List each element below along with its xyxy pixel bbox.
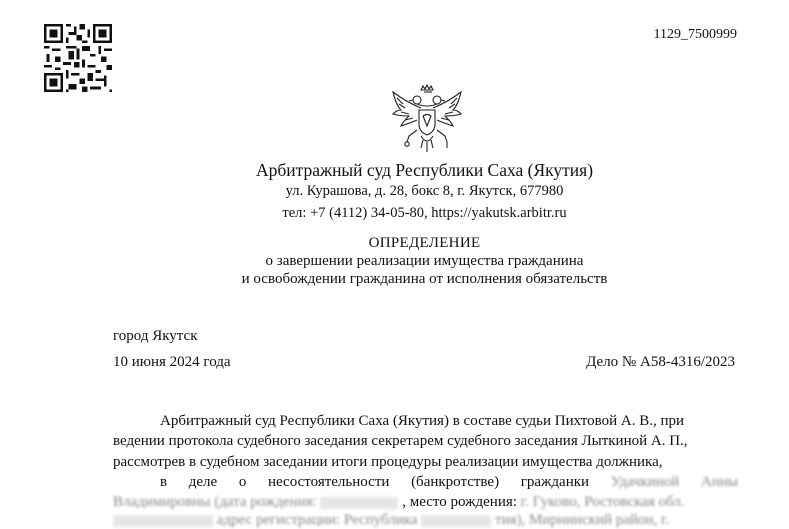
redacted-patronymic: Владимировны (дата рождения: — [113, 494, 317, 510]
redacted-birthplace: г. Гуково, Ростовская обл. — [520, 494, 685, 510]
word: (банкротстве) — [411, 474, 500, 490]
redaction-box — [320, 497, 398, 509]
word: о — [238, 474, 247, 490]
court-contacts: тел: +7 (4112) 34-05-80, https://yakutsk.arbitr.ru — [282, 205, 567, 221]
body-paragraph-line — [113, 494, 685, 511]
city: город Якутск — [113, 328, 198, 344]
redacted-name: Анны — [700, 474, 738, 490]
document-title: ОПРЕДЕЛЕНИЕ — [368, 235, 481, 251]
document-subtitle-line2: и освобождении гражданина от исполнения обязательств — [241, 271, 608, 287]
text-fragment: , место рождения: — [402, 494, 517, 510]
body-paragraph-line: рассмотрев в судебном заседании итоги процедуры реализации имущества должника, — [113, 454, 663, 470]
word: в — [160, 474, 168, 490]
case-number: Дело № А58-4316/2023 — [586, 354, 735, 370]
word: гражданки — [520, 474, 590, 490]
qr-code — [44, 24, 112, 92]
body-paragraph-line: ведении протокола судебного заседания секретарем судебного заседания Лыткиной А. П., — [113, 433, 688, 449]
court-address: ул. Курашова, д. 28, бокс 8, г. Якутск, 677980 — [285, 183, 564, 199]
redacted-address: адрес регистрации: Республика — [216, 512, 418, 528]
word: несостоятельности — [268, 474, 390, 490]
body-paragraph-line — [160, 474, 738, 491]
redaction-box — [113, 515, 213, 527]
decision-date: 10 июня 2024 года — [113, 354, 231, 370]
coat-of-arms-emblem — [387, 84, 467, 158]
document-id: 1129_7500999 — [653, 27, 737, 42]
redacted-address-tail: тия), Мирнинский район, г. — [495, 512, 670, 528]
document-subtitle-line1: о завершении реализации имущества гражданина — [265, 253, 584, 269]
court-name: Арбитражный суд Республики Саха (Якутия) — [255, 160, 594, 180]
word: деле — [188, 474, 218, 490]
redacted-surname: Удачкиной — [610, 474, 680, 490]
body-paragraph-line — [113, 512, 669, 529]
redaction-box — [421, 515, 491, 527]
body-paragraph-line: Арбитражный суд Республики Саха (Якутия) в составе судьи Пихтовой А. В., при — [160, 413, 685, 429]
